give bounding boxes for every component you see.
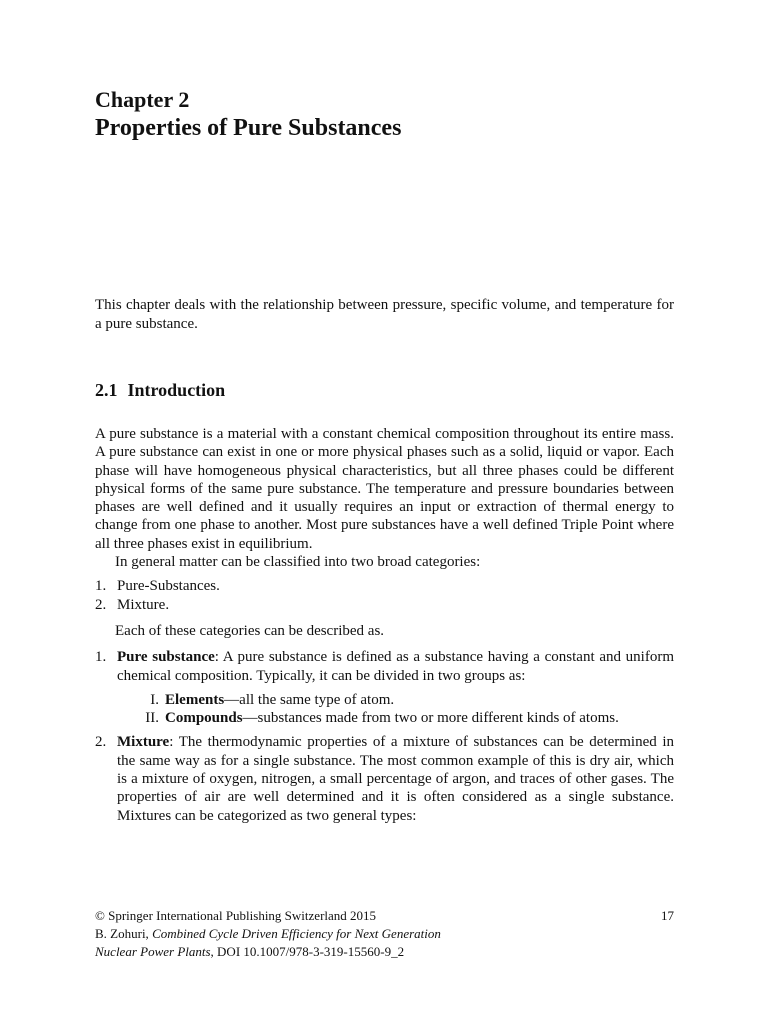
list-marker: 1. — [95, 649, 107, 666]
categories-list — [95, 577, 674, 614]
paragraph-described: Each of these categories can be described as. — [115, 622, 385, 639]
list-item-text: Pure-Substances. — [117, 578, 220, 595]
footer-book-title: Combined Cycle Driven Efficiency for Next Generation — [152, 926, 441, 941]
paragraph-classified: In general matter can be classified into two broad categories: — [115, 554, 481, 571]
list-item — [95, 577, 674, 595]
page-footer — [95, 907, 674, 961]
list-marker: 1. — [95, 578, 107, 595]
list-marker: I. — [150, 691, 159, 708]
footer-book-title-cont: Nuclear Power Plants — [95, 944, 211, 959]
paragraph-intro: A pure substance is a material with a constant chemical composition throughout its entire mass. A pure substance can exist in one or more physical phases such as a solid, liquid or vapor. Each phase will have homogeneous physical characteristics, but all three phases could be different physical forms of the same pure substance. The temperature and pressure boundaries between phases are well defined and it usually requires an input or extraction of thermal energy to change from one phase to another. Most pure substances have a well defined Triple Point where all three phases exist in equilibrium. — [95, 426, 674, 552]
page — [95, 0, 674, 1024]
list-marker: II. — [145, 710, 159, 727]
definition-text: —substances made from two or more different kinds of atoms. — [242, 710, 619, 727]
section-heading — [95, 379, 225, 401]
list-item — [95, 596, 674, 614]
pure-substance-groups — [117, 691, 674, 728]
footer-doi: , DOI 10.1007/978-3-319-15560-9_2 — [210, 944, 405, 959]
list-marker: 2. — [95, 734, 107, 751]
chapter-title: Properties of Pure Substances — [95, 115, 402, 141]
definition-pure-substance — [95, 648, 674, 733]
definition-text: —all the same type of atom. — [224, 691, 395, 708]
chapter-abstract: This chapter deals with the relationship between pressure, specific volume, and temperature for a pure substance. — [95, 297, 674, 332]
section-body — [95, 425, 674, 825]
definition-mixture — [95, 733, 674, 824]
chapter-label: Chapter 2 — [95, 87, 190, 112]
footer-citation-line-2 — [95, 943, 674, 961]
definition-term: Mixture — [117, 734, 170, 751]
list-item — [117, 709, 674, 727]
footer-copyright: © Springer International Publishing Switzerland 2015 — [95, 908, 377, 923]
list-item-text: Mixture. — [117, 596, 170, 613]
definition-text: : The thermodynamic properties of a mixture of substances can be determined in the same way as for a single substance. The most common example of this is dry air, which is a mixture of oxygen, nitrogen, a small percentage of argon, and traces of other gases. The properties of air are well determined and it is often considered as a single substance. Mixtures can be categorized as two general types: — [117, 734, 674, 824]
footer-author: B. Zohuri, — [95, 926, 153, 941]
definition-term: Elements — [165, 691, 225, 708]
page-number: 17 — [661, 908, 674, 923]
section-number: 2.1 — [95, 380, 118, 400]
list-marker: 2. — [95, 596, 107, 613]
definition-term: Compounds — [165, 710, 243, 727]
definition-text: : A pure substance is defined as a substance having a constant and uniform chemical composition. Typically, it can be divided in two groups as: — [117, 649, 675, 684]
section-title: Introduction — [127, 380, 226, 400]
list-item — [117, 691, 674, 709]
definitions-list — [95, 648, 674, 825]
footer-citation-line-1 — [95, 925, 674, 943]
definition-term: Pure substance — [117, 649, 215, 666]
